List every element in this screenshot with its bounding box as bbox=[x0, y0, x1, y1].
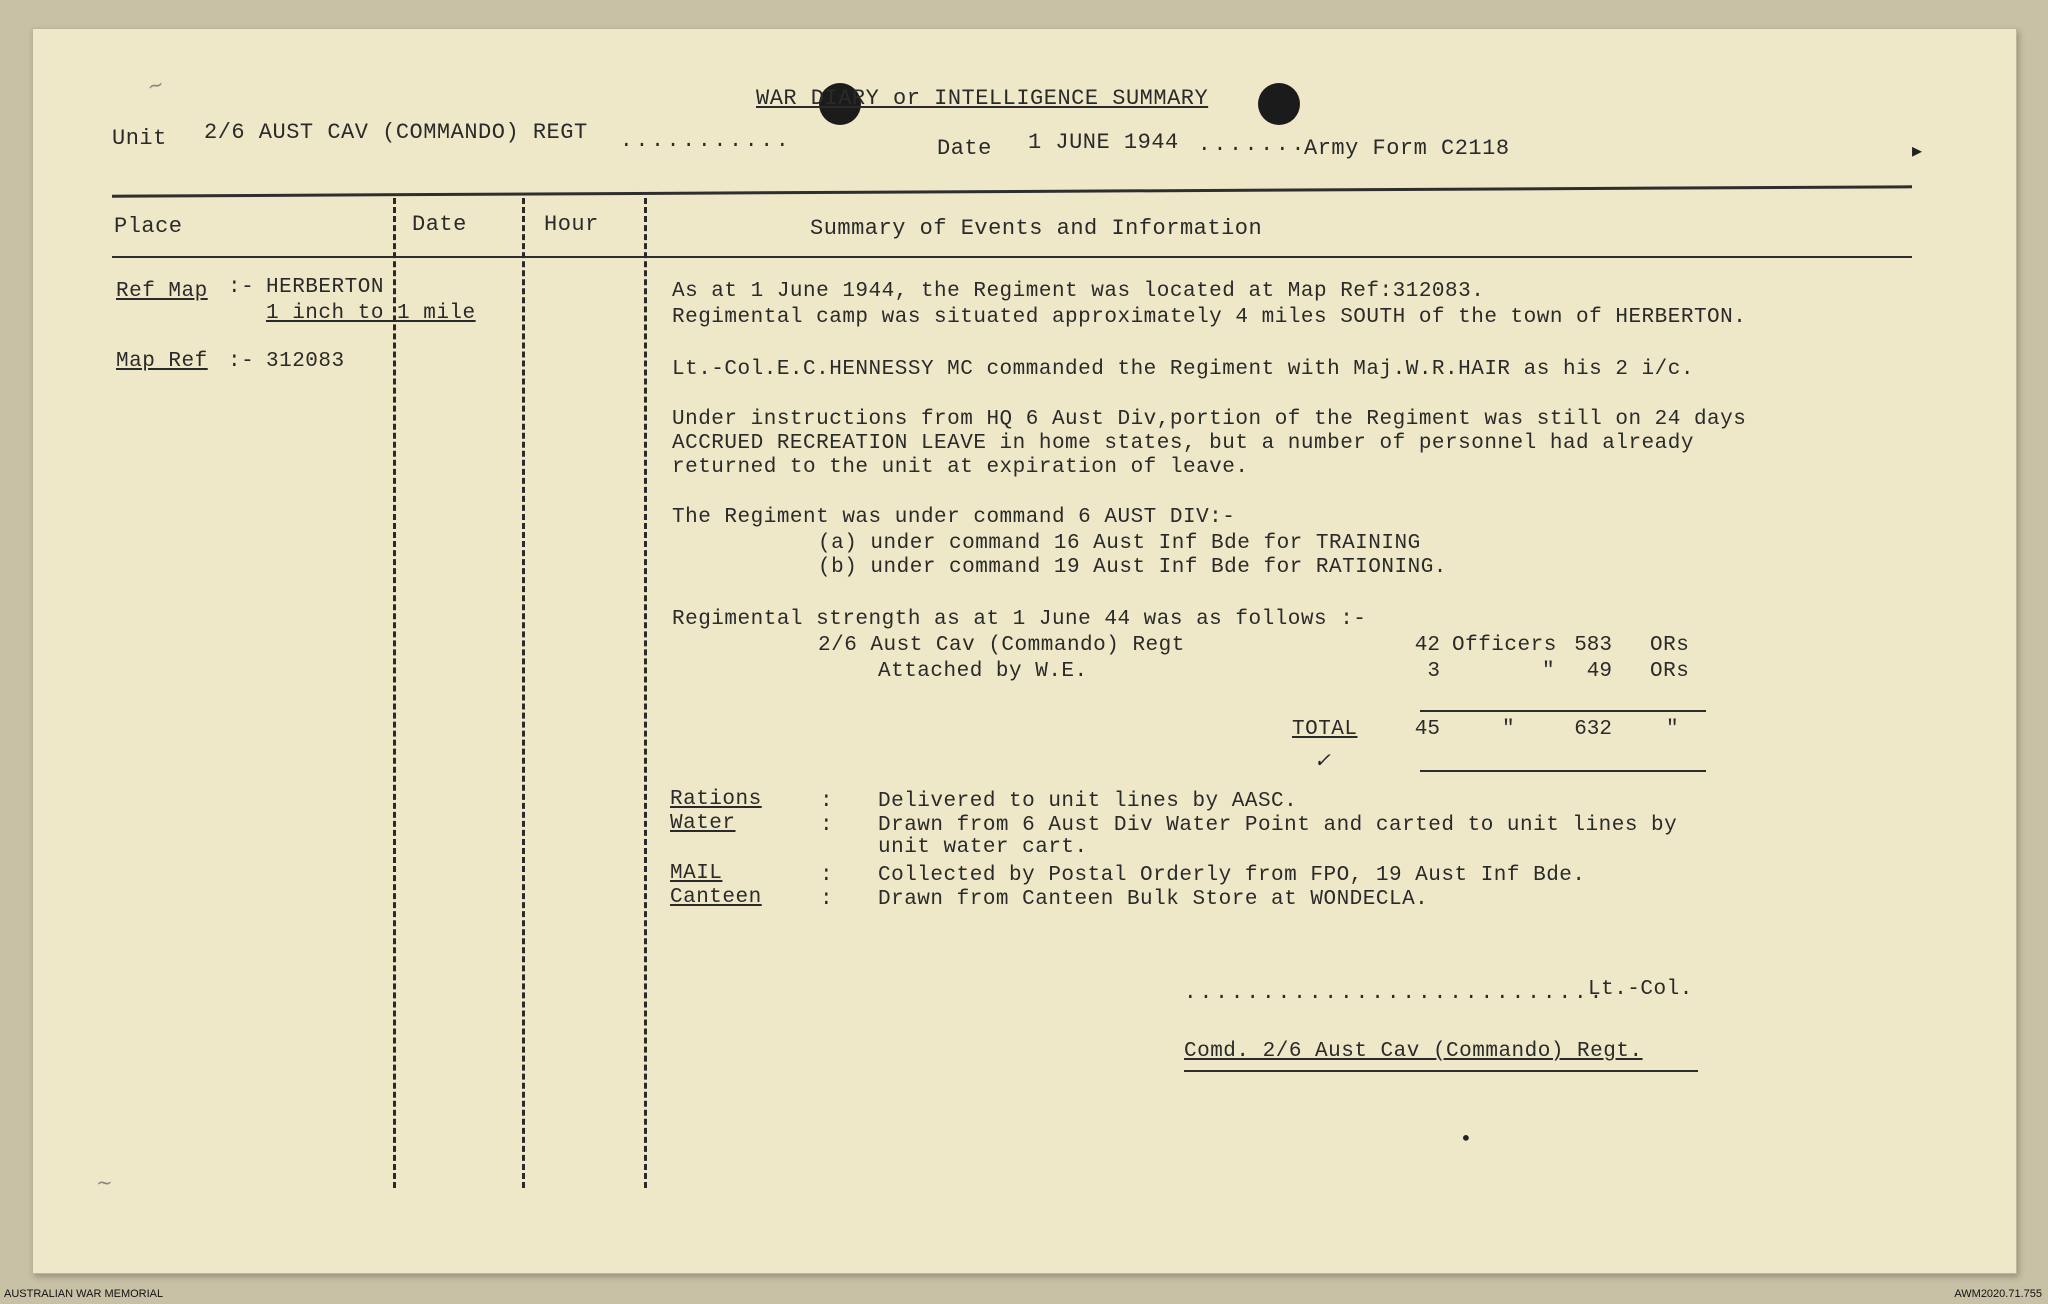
table-top-rule bbox=[112, 185, 1912, 197]
document-page bbox=[32, 28, 2017, 1274]
service-text-mail: Collected by Postal Orderly from FPO, 19 Aust Inf Bde. bbox=[878, 864, 1586, 887]
summary-strength-intro: Regimental strength as at 1 June 44 was as follows :- bbox=[672, 608, 1367, 631]
strength-subtotal-rule bbox=[1420, 710, 1706, 712]
summary-command-line: Lt.-Col.E.C.HENNESSY MC commanded the Regiment with Maj.W.R.HAIR as his 2 i/c. bbox=[672, 358, 1694, 381]
pencil-mark-bottom: ~ bbox=[96, 1170, 113, 1194]
service-label-rations: Rations bbox=[670, 788, 762, 811]
document-title: WAR DIARY or INTELLIGENCE SUMMARY bbox=[756, 86, 1209, 111]
ref-map-scale: 1 inch to 1 mile bbox=[266, 302, 476, 325]
strength-total-label: TOTAL bbox=[1292, 718, 1358, 741]
strength-row-officers: 3 bbox=[1427, 660, 1440, 683]
footer-credit-left: AUSTRALIAN WAR MEMORIAL bbox=[4, 1288, 164, 1300]
service-sep: : bbox=[820, 888, 834, 911]
summary-division-line-1: The Regiment was under command 6 AUST DIV:- bbox=[672, 506, 1236, 529]
map-ref-label: Map Ref bbox=[116, 350, 208, 373]
column-header-place: Place bbox=[114, 214, 183, 239]
strength-row-ors-label: ORs bbox=[1650, 660, 1690, 683]
column-divider-hour-summary bbox=[644, 198, 647, 1188]
strength-total-ors-label: " bbox=[1666, 718, 1680, 741]
army-form-number: Army Form C2118 bbox=[1304, 136, 1510, 161]
pencil-mark-top: ~ bbox=[144, 71, 167, 99]
service-text-rations: Delivered to unit lines by AASC. bbox=[878, 790, 1298, 813]
strength-row-officers-label: Officers bbox=[1452, 634, 1557, 657]
unit-dotted-line: ........... bbox=[620, 130, 792, 153]
service-sep: : bbox=[820, 814, 834, 837]
service-label-canteen: Canteen bbox=[670, 886, 762, 909]
strength-row-ors: 49 bbox=[1586, 660, 1612, 683]
summary-division-line-2: (a) under command 16 Aust Inf Bde for TRAINING bbox=[818, 532, 1421, 555]
column-header-date: Date bbox=[412, 212, 467, 237]
map-ref-value: 312083 bbox=[266, 350, 345, 373]
strength-row-ors-label: ORs bbox=[1650, 634, 1690, 657]
strength-total-rule bbox=[1420, 770, 1706, 772]
service-text-water-cont: unit water cart. bbox=[878, 836, 1088, 859]
summary-location-line-2: Regimental camp was situated approximately 4 miles SOUTH of the town of HERBERTON. bbox=[672, 306, 1747, 329]
summary-leave-line-3: returned to the unit at expiration of leave. bbox=[672, 456, 1249, 479]
ref-map-value: HERBERTON bbox=[266, 276, 384, 299]
corner-mark: ▸ bbox=[1912, 138, 1923, 162]
strength-total-officers: 45 bbox=[1414, 718, 1440, 741]
column-divider-date-hour bbox=[522, 198, 525, 1188]
table-header-rule bbox=[112, 256, 1912, 258]
column-header-hour: Hour bbox=[544, 212, 599, 237]
signature-rule bbox=[1184, 1070, 1698, 1072]
strength-total-ors: 632 bbox=[1574, 718, 1612, 741]
service-text-water: Drawn from 6 Aust Div Water Point and carted to unit lines by bbox=[878, 814, 1678, 837]
service-sep: : bbox=[820, 790, 834, 813]
check-mark: ✓ bbox=[1314, 748, 1331, 772]
service-sep: : bbox=[820, 864, 834, 887]
strength-row-name: Attached by W.E. bbox=[878, 660, 1088, 683]
ref-map-label: Ref Map bbox=[116, 280, 208, 303]
summary-division-line-3: (b) under command 19 Aust Inf Bde for RATIONING. bbox=[818, 556, 1447, 579]
ref-map-separator: :- bbox=[228, 276, 255, 299]
service-label-water: Water bbox=[670, 812, 736, 835]
column-header-summary: Summary of Events and Information bbox=[810, 216, 1263, 241]
unit-value: 2/6 AUST CAV (COMMANDO) REGT bbox=[204, 120, 588, 145]
summary-location-line-1: As at 1 June 1944, the Regiment was located at Map Ref:312083. bbox=[672, 280, 1485, 303]
map-ref-separator: :- bbox=[228, 350, 255, 373]
service-label-mail: MAIL bbox=[670, 862, 723, 885]
service-text-canteen: Drawn from Canteen Bulk Store at WONDECLA. bbox=[878, 888, 1429, 911]
column-divider-place-date bbox=[393, 198, 396, 1188]
date-value: 1 JUNE 1944 bbox=[1028, 130, 1179, 155]
signature-dotted-line: ........................... bbox=[1184, 982, 1606, 1005]
strength-row-name: 2/6 Aust Cav (Commando) Regt bbox=[818, 634, 1185, 657]
strength-row-officers-label: " bbox=[1542, 660, 1556, 683]
ink-dot: • bbox=[1460, 1126, 1472, 1150]
signature-title: Comd. 2/6 Aust Cav (Commando) Regt. bbox=[1184, 1040, 1643, 1063]
strength-total-officers-label: " bbox=[1502, 718, 1516, 741]
summary-leave-line-2: ACCRUED RECREATION LEAVE in home states, but a number of personnel had already bbox=[672, 432, 1694, 455]
unit-label: Unit bbox=[112, 126, 167, 151]
strength-row-officers: 42 bbox=[1414, 634, 1440, 657]
footer-credit-right: AWM2020.71.755 bbox=[1954, 1288, 2042, 1300]
summary-leave-line-1: Under instructions from HQ 6 Aust Div,portion of the Regiment was still on 24 days bbox=[672, 408, 1747, 431]
date-label: Date bbox=[937, 136, 992, 161]
date-dotted-line: ....... bbox=[1198, 134, 1308, 157]
strength-row-ors: 583 bbox=[1574, 634, 1612, 657]
punch-hole-right bbox=[1258, 83, 1300, 125]
signature-rank: Lt.-Col. bbox=[1588, 978, 1693, 1001]
